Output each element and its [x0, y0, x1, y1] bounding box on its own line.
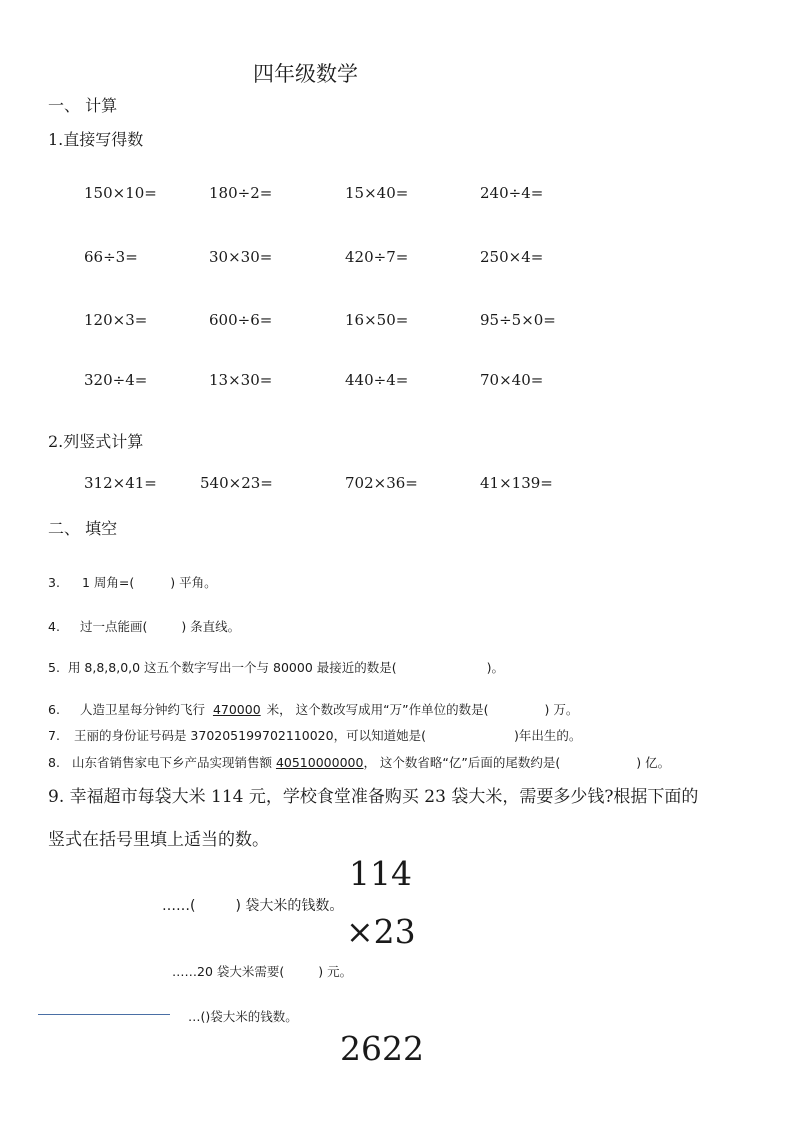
- question-text: ) 亿。: [636, 755, 671, 770]
- vertical-calc-item: 312×41=: [84, 474, 157, 492]
- vertical-note-1: [162, 895, 343, 915]
- note-text: ) 元。: [318, 964, 353, 979]
- question-text: )年出生的。: [513, 728, 582, 743]
- calc-item: 70×40=: [480, 371, 544, 389]
- underlined-value: 40510000000: [275, 755, 364, 770]
- underlined-value: 470000: [212, 702, 261, 717]
- calc-item: 250×4=: [480, 248, 544, 266]
- multiplier: ×23: [346, 912, 416, 951]
- question-number: 8.: [48, 755, 60, 770]
- vertical-calc-item: 41×139=: [480, 474, 553, 492]
- vertical-note-2: [172, 962, 352, 980]
- question-number: 6.: [48, 702, 60, 717]
- calc-item: 420÷7=: [345, 248, 409, 266]
- question-text: ) 条直线。: [181, 619, 241, 634]
- note-text: ) 袋大米的钱数。: [235, 898, 344, 914]
- calc-item: 240÷4=: [480, 184, 544, 202]
- question-text: ) 平角。: [170, 575, 217, 590]
- question-number: 7.: [48, 728, 60, 743]
- part1-label: 1.直接写得数: [48, 130, 144, 149]
- question-text: 过一点能画(: [79, 619, 148, 634]
- question-number: 4.: [48, 619, 60, 634]
- question-7: [48, 726, 581, 744]
- calc-item: 66÷3=: [84, 248, 138, 266]
- question-text: )。: [486, 660, 505, 675]
- vertical-note-3: …()袋大米的钱数。: [188, 1009, 298, 1024]
- question-text: 米， 这个数改写成用“万”作单位的数是(: [266, 702, 489, 717]
- question-number: 3.: [48, 575, 60, 590]
- question-number: 5.: [48, 660, 60, 675]
- note-text: ……20 袋大米需要(: [172, 964, 285, 979]
- calc-item: 13×30=: [209, 371, 273, 389]
- question-9-line1: 9. 幸福超市每袋大米 114 元，学校食堂准备购买 23 袋大米，需要多少钱?根据下面的: [48, 787, 699, 807]
- calc-item: 320÷4=: [84, 371, 148, 389]
- question-text: ) 万。: [544, 702, 579, 717]
- question-text: 山东省销售家电下乡产品实现销售额: [71, 755, 272, 770]
- question-5: [48, 658, 504, 676]
- product: 2622: [340, 1029, 424, 1068]
- part2-label: 2.列竖式计算: [48, 432, 144, 451]
- vertical-calc-item: 702×36=: [345, 474, 418, 492]
- question-9-line2: 竖式在括号里填上适当的数。: [48, 830, 269, 850]
- question-3: [48, 573, 217, 591]
- calc-item: 440÷4=: [345, 371, 409, 389]
- multiplicand: 114: [349, 854, 412, 893]
- question-text: 用 8,8,8,0,0 这五个数字写出一个与 80000 最接近的数是(: [67, 660, 397, 675]
- calc-item: 120×3=: [84, 311, 148, 329]
- question-6: [48, 700, 578, 718]
- question-4: [48, 617, 240, 635]
- question-text: 王丽的身份证号码是 370205199702110020，可以知道她是(: [73, 728, 426, 743]
- calc-item: 95÷5×0=: [480, 311, 556, 329]
- section1-heading: 一、 计算: [48, 96, 118, 115]
- calc-item: 15×40=: [345, 184, 409, 202]
- calc-item: 30×30=: [209, 248, 273, 266]
- vertical-calc-item: 540×23=: [200, 474, 273, 492]
- page-title: 四年级数学: [253, 62, 358, 86]
- calc-item: 600÷6=: [209, 311, 273, 329]
- section2-heading: 二、 填空: [48, 519, 118, 538]
- question-text: 1 周角=(: [81, 575, 135, 590]
- question-text: 人造卫星每分钟约飞行: [79, 702, 205, 717]
- question-text: ， 这个数省略“亿”后面的尾数约是(: [363, 755, 561, 770]
- calc-item: 180÷2=: [209, 184, 273, 202]
- calc-item: 16×50=: [345, 311, 409, 329]
- answer-line: [38, 1014, 170, 1015]
- question-8: [48, 753, 670, 771]
- calc-item: 150×10=: [84, 184, 157, 202]
- note-text: ……(: [162, 898, 196, 914]
